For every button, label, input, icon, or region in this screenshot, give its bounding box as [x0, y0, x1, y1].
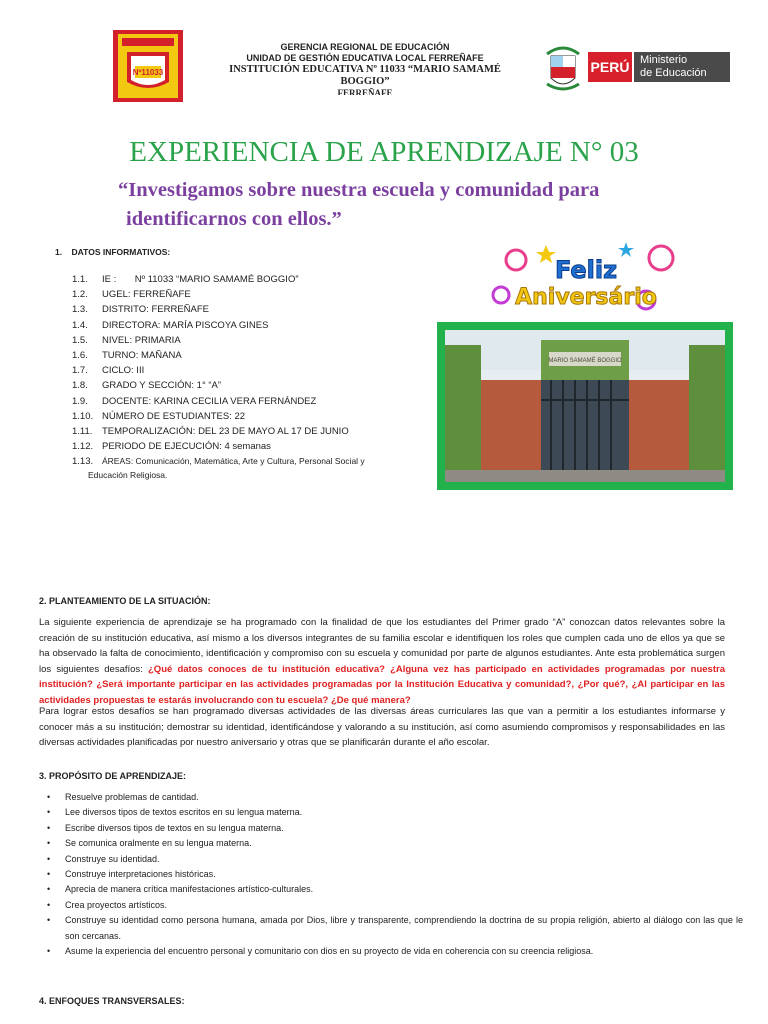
- datos-item: [72, 318, 412, 333]
- peru-coat-of-arms-icon: [543, 44, 583, 94]
- datos-item-text: NÚMERO DE ESTUDIANTES: 22: [102, 410, 246, 422]
- situation-paragraph-2: Para lograr estos desafíos se han programado diversas actividades de las diversas áreas curriculares las que van a permitir a los estudiantes informarse y conocer más a su institución; demostrar su identidad, identificándose y valorando a su institución, así como asumiendo compromisos y responsabilidades en las diversas actividades planificadas por nuestro aniversario y otras que se planificarán durante el año escolar.: [39, 706, 725, 748]
- datos-item: [72, 333, 412, 348]
- bullet-icon: •: [47, 853, 51, 864]
- purpose-item: [39, 790, 743, 805]
- datos-list: [72, 272, 412, 481]
- bullet-icon: •: [47, 838, 51, 849]
- institution-header: [205, 42, 525, 95]
- purpose-item: [39, 913, 743, 944]
- datos-item-number: 1.10.: [72, 410, 94, 422]
- datos-item-text: DISTRITO: FERREÑAFE: [102, 304, 209, 316]
- datos-item-number: 1.12.: [72, 441, 94, 453]
- header-line-4: FERREÑAFE: [337, 88, 393, 95]
- situation-text: La siguiente experiencia de aprendizaje se ha programado con la finalidad de que los estudiantes del Primer grado “A” conozcan datos relevantes sobre la creación de su institución educativa, así mismo a los diversos integrantes de su familia escolar e identifiquen los roles que cumplen cada uno de ellos ya que se ha observado la falta de conocimiento, identificación y compromiso con su escuela y comunidad por parte de algunos estudiantes. Ante esta problemática surgen los siguientes desafíos:: [39, 617, 725, 675]
- datos-item: [72, 378, 412, 393]
- datos-item: [72, 394, 412, 409]
- ministerio-line-1: Ministerio: [640, 54, 688, 66]
- datos-item: [72, 348, 412, 363]
- datos-item-text: IE : Nº 11033 “MARIO SAMAMÉ BOGGIO”: [102, 274, 299, 285]
- purpose-item: [39, 898, 743, 913]
- datos-item: [72, 363, 412, 378]
- datos-item: [72, 272, 412, 287]
- aniversario-text: Aniversário: [515, 285, 657, 310]
- section-4-heading: 4. ENFOQUES TRANSVERSALES:: [39, 996, 185, 1006]
- school-sign-text: MARIO SAMAMÉ BOGGIO: [548, 358, 622, 364]
- datos-item-text: DIRECTORA: MARÍA PISCOYA GINES: [102, 319, 269, 331]
- situation-challenges: ¿Qué datos conoces de tu institución educativa? ¿Alguna vez has participado en actividades programadas por nuestra institución? ¿Será importante participar en las actividades programadas por la Institución Educativa y comunidad?, ¿Por qué?, ¿Al participar en las actividades propuestas te estarás involucrando con tu escuela? ¿De qué manera?: [39, 663, 725, 706]
- purpose-item-text: Resuelve problemas de cantidad.: [65, 792, 199, 802]
- purpose-item-text: Escribe diversos tipos de textos en su lengua materna.: [65, 822, 284, 833]
- subtitle-line-1: “Investigamos sobre nuestra escuela y comunidad para: [118, 179, 600, 201]
- bullet-icon: •: [47, 792, 51, 802]
- page-title: EXPERIENCIA DE APRENDIZAJE N° 03: [129, 136, 639, 168]
- purpose-list: [39, 790, 743, 959]
- school-badge-text: Nº11033: [132, 68, 164, 77]
- datos-item-number: 1.8.: [72, 380, 88, 392]
- section-2-heading: 2. PLANTEAMIENTO DE LA SITUACIÓN:: [39, 596, 211, 606]
- datos-item-text: TEMPORALIZACIÓN: DEL 23 DE MAYO AL 17 DE JUNIO: [102, 425, 349, 437]
- page-subtitle: [118, 176, 688, 234]
- purpose-item-text: Construye su identidad como persona humana, amada por Dios, libre y transparente, comprendiendo la doctrina de su propia religión, abierto al diálogo con las que le son cercanas.: [65, 915, 743, 941]
- section-3-heading: 3. PROPÓSITO DE APRENDIZAJE:: [39, 771, 187, 781]
- bullet-icon: •: [47, 822, 51, 833]
- datos-item-number: 1.13.: [72, 456, 94, 468]
- purpose-item: [39, 882, 743, 897]
- datos-item-number: 1.5.: [72, 334, 88, 346]
- header-line-3: INSTITUCIÓN EDUCATIVA Nº 11033 “MARIO SAMAMÉ BOGGIO”: [229, 64, 501, 87]
- purpose-item-text: Lee diversos tipos de textos escritos en su lengua materna.: [65, 807, 303, 818]
- datos-item-text: DOCENTE: KARINA CECILIA VERA FERNÁNDEZ: [102, 395, 317, 407]
- purpose-item: [39, 805, 743, 820]
- datos-item-text: TURNO: MAÑANA: [102, 349, 182, 361]
- datos-item-text: PERIODO DE EJECUCIÓN: 4 semanas: [102, 441, 271, 453]
- purpose-item-text: Crea proyectos artísticos.: [65, 899, 168, 910]
- bullet-icon: •: [47, 869, 51, 880]
- situation-paragraph-1: [39, 615, 725, 708]
- school-photo: [437, 322, 733, 490]
- subtitle-line-2: identificarnos con ellos.”: [126, 208, 342, 230]
- purpose-item-text: Construye su identidad.: [65, 853, 160, 864]
- purpose-item-text: Construye interpretaciones históricas.: [65, 869, 216, 880]
- school-logo: [113, 30, 183, 102]
- datos-item: [72, 287, 412, 302]
- ministerio-label: [634, 52, 730, 82]
- peru-label: PERÚ: [588, 52, 632, 82]
- datos-item-number: 1.9.: [72, 395, 88, 407]
- datos-item-number: 1.6.: [72, 349, 88, 361]
- datos-item: [72, 409, 412, 424]
- datos-item-number: 1.3.: [72, 304, 88, 316]
- datos-item: [72, 454, 412, 469]
- purpose-item: [39, 821, 743, 836]
- datos-item-number: 1.1.: [72, 274, 88, 285]
- datos-item-number: 1.7.: [72, 365, 88, 377]
- datos-item-number: 1.2.: [72, 289, 88, 301]
- feliz-aniversario-graphic: [486, 240, 686, 320]
- datos-item-text: ÁREAS: Comunicación, Matemática, Arte y Cultura, Personal Social y: [102, 456, 365, 467]
- datos-item-number: 1.11.: [72, 425, 93, 437]
- ministerio-line-2: de Educación: [640, 67, 707, 79]
- purpose-item: [39, 836, 743, 851]
- feliz-text: Feliz: [554, 256, 618, 284]
- purpose-item: [39, 867, 743, 882]
- header-line-2: UNIDAD DE GESTIÓN EDUCATIVA LOCAL FERREÑAFE: [246, 53, 484, 63]
- purpose-item-text: Se comunica oralmente en su lengua materna.: [65, 838, 252, 849]
- datos-item: [72, 424, 412, 439]
- header-line-1: GERENCIA REGIONAL DE EDUCACIÓN: [280, 42, 450, 52]
- datos-item: [72, 439, 412, 454]
- datos-item-text: CICLO: III: [102, 365, 145, 377]
- purpose-item-text: Asume la experiencia del encuentro personal y comunitario con dios en su proyecto de vida en coherencia con su creencia religiosa.: [65, 946, 594, 957]
- bullet-icon: •: [47, 946, 51, 957]
- datos-item-text: NIVEL: PRIMARIA: [102, 334, 181, 346]
- bullet-icon: •: [47, 915, 51, 926]
- datos-item-text: GRADO Y SECCIÓN: 1° “A”: [102, 380, 222, 392]
- bullet-icon: •: [47, 899, 51, 910]
- section-1-heading: 1. DATOS INFORMATIVOS:: [55, 247, 171, 257]
- datos-item: [72, 302, 412, 317]
- bullet-icon: •: [47, 807, 51, 818]
- datos-item-number: 1.4.: [72, 319, 88, 331]
- datos-item-text: UGEL: FERREÑAFE: [102, 289, 191, 301]
- purpose-item: [39, 944, 743, 959]
- purpose-item: [39, 852, 743, 867]
- purpose-item-text: Aprecia de manera crítica manifestaciones artístico-culturales.: [65, 884, 314, 895]
- bullet-icon: •: [47, 884, 51, 895]
- datos-item-continuation: Educación Religiosa.: [88, 470, 168, 481]
